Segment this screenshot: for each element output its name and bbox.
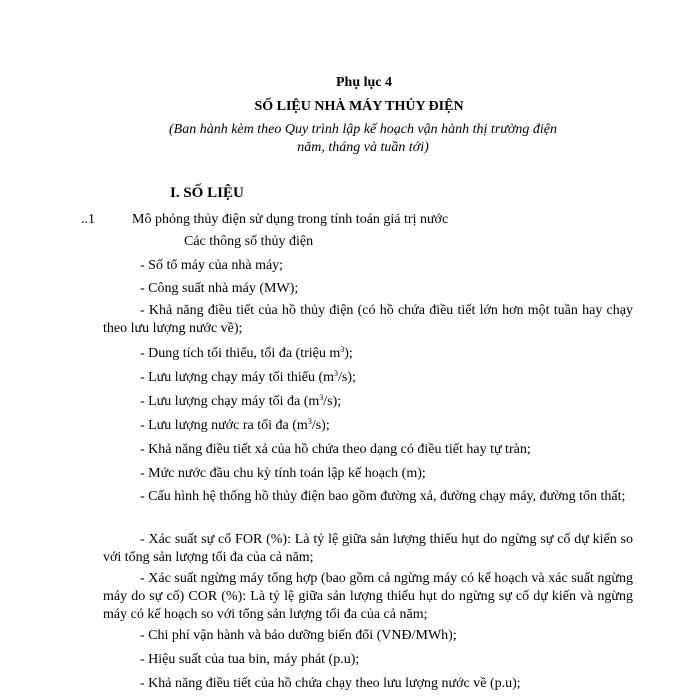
- subsection-number: ..1: [81, 212, 95, 227]
- item-text: /s);: [311, 418, 330, 433]
- list-item: - Cấu hình hệ thống hồ thủy điện bao gồm đường xả, đường chạy máy, đường tổn thất;: [140, 489, 626, 504]
- list-item: - Khả năng điều tiết của hồ chứa chạy theo lưu lượng nước về (p.u);: [140, 676, 521, 691]
- subsection-heading: Mô phỏng thủy điện sử dụng trong tính toán giá trị nước: [132, 212, 449, 227]
- superscript: 3: [307, 417, 312, 426]
- list-item: - Hiệu suất của tua bin, máy phát (p.u);: [140, 652, 360, 667]
- item-text: /s);: [338, 370, 356, 385]
- list-item: - Khả năng điều tiết của hồ thủy điện (có hồ chứa điều tiết lớn hơn một tuần hay chạy theo lưu lượng nước về);: [103, 303, 633, 336]
- list-item: - Chi phí vận hành và bảo dưỡng biến đổi (VNĐ/MWh);: [140, 628, 457, 643]
- list-item: - Công suất nhà máy (MW);: [140, 281, 299, 296]
- item-text: - Lưu lượng nước ra tối đa (m: [140, 418, 308, 433]
- item-text: - Lưu lượng chạy máy tối đa (m: [140, 394, 320, 409]
- document-subtitle: [26, 121, 700, 157]
- list-item: - Số tổ máy của nhà máy;: [140, 258, 284, 273]
- appendix-label: Phụ lục 4: [335, 75, 392, 90]
- list-item: - Khả năng điều tiết xả của hồ chứa theo dạng có điều tiết hay tự tràn;: [140, 442, 531, 457]
- list-item: [103, 345, 633, 363]
- section-heading: I. SỐ LIỆU: [170, 185, 244, 201]
- item-text: );: [344, 346, 353, 361]
- item-text: /s);: [323, 394, 342, 409]
- subtitle-line-1: (Ban hành kèm theo Quy trình lập kế hoạch vận hành thị trường điện: [169, 122, 557, 137]
- list-item: [103, 417, 633, 435]
- item-text: - Lưu lượng chạy máy tối thiểu (m: [140, 370, 335, 385]
- list-item: - Xác suất sự cố FOR (%): Là tỷ lệ giữa sản lượng thiếu hụt do ngừng sự cố dự kiến so với tổng sản lượng tối đa của cả năm;: [103, 532, 633, 565]
- document-header: [0, 74, 700, 157]
- list-item: - Xác suất ngừng máy tổng hợp (bao gồm cả ngừng máy có kế hoạch và xác suất ngừng máy do sự cố) COR (%): Là tỷ lệ giữa sản lượng thiếu hụt do ngừng sự cố dự kiến và ngừng máy có kế hoạch so với tổng sản lượng tối đa của cả năm;: [103, 571, 633, 622]
- document-title: SỐ LIỆU NHÀ MÁY THỦY ĐIỆN: [254, 99, 464, 114]
- superscript: 3: [340, 345, 345, 354]
- list-item: [103, 369, 633, 387]
- list-item: - Mức nước đầu chu kỳ tính toán lập kế hoạch (m);: [140, 466, 426, 481]
- superscript: 3: [334, 369, 339, 378]
- item-text: - Dung tích tối thiểu, tối đa (triệu m: [140, 346, 341, 361]
- subtitle-line-2: năm, tháng và tuần tới): [297, 140, 429, 155]
- superscript: 3: [319, 393, 324, 402]
- params-heading: Các thông số thủy điện: [184, 234, 314, 249]
- list-item: [103, 393, 633, 411]
